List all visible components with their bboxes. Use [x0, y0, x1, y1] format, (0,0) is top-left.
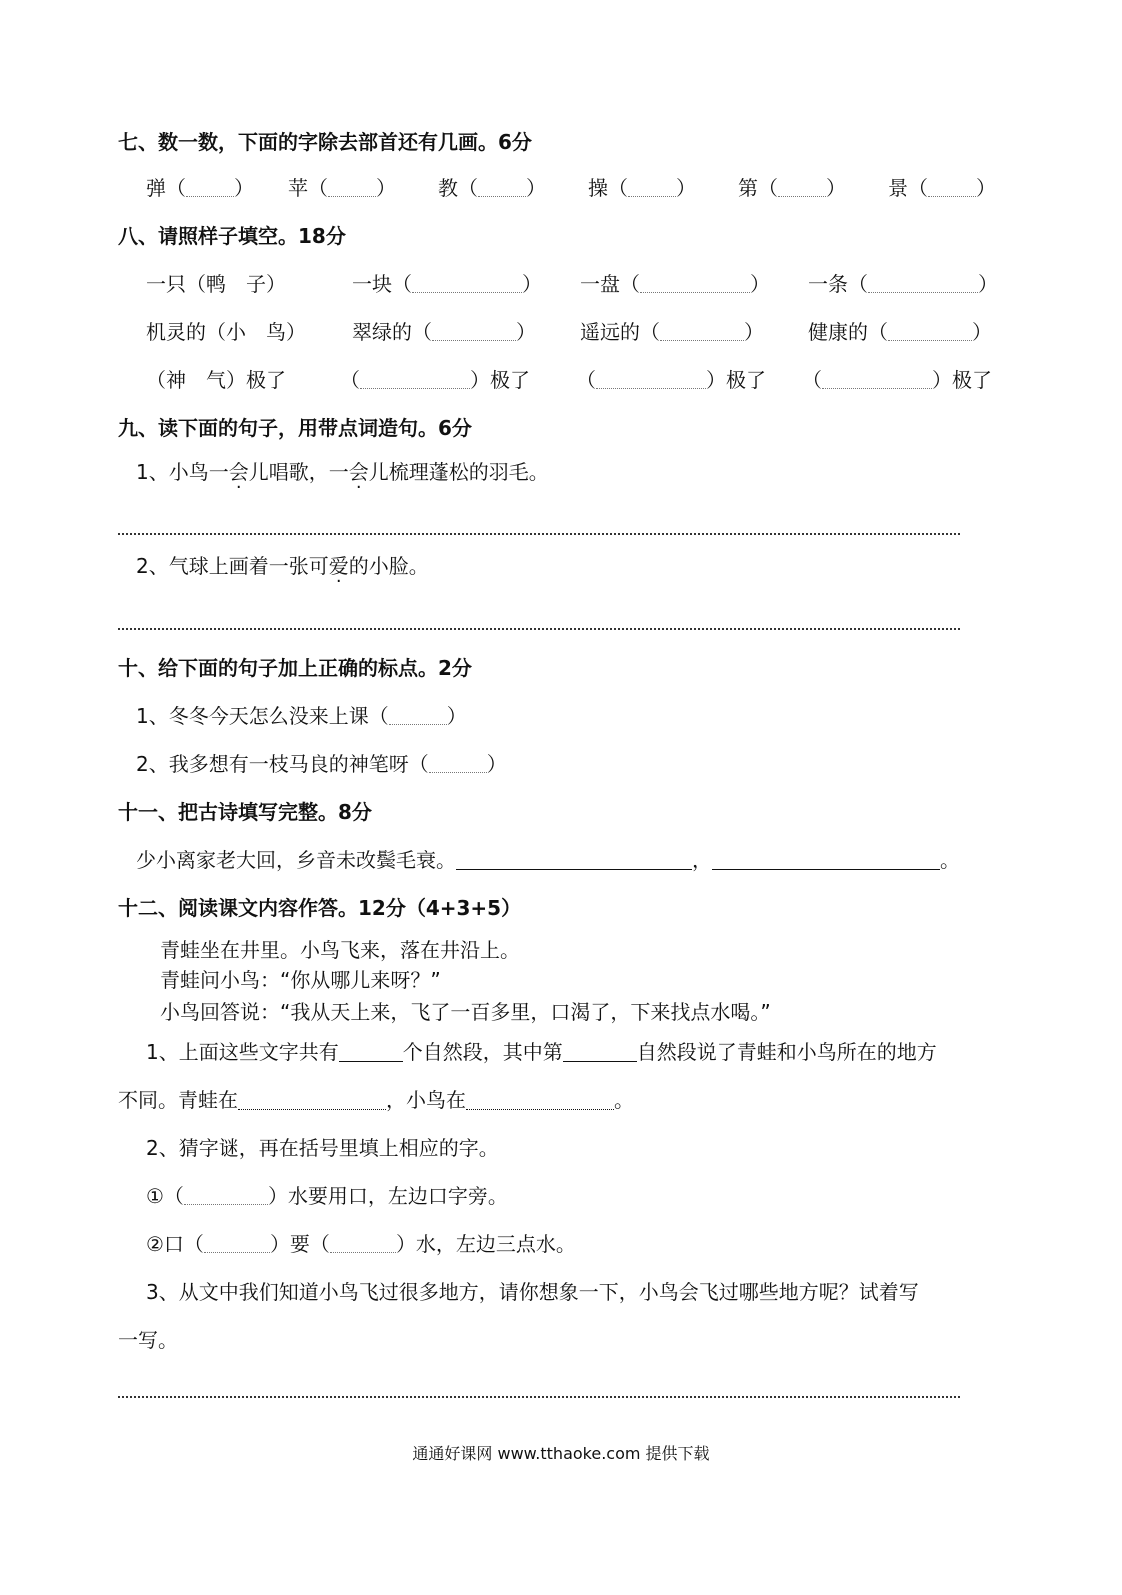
- example-extreme: （神 气）极了: [146, 368, 286, 392]
- example-measure-word: 一只（鸭 子）: [146, 272, 286, 296]
- section-8-title: 八、请照样子填空。18分: [118, 224, 346, 248]
- measure-word-blank[interactable]: 一条（ ）: [808, 272, 998, 296]
- sentence-1: 1、小鸟一会儿唱歌，一会儿梳理蓬松的羽毛。: [136, 460, 549, 484]
- passage-p3: 小鸟回答说：“我从天上来，飞了一百多里，口渴了，下来找点水喝。”: [160, 1000, 771, 1024]
- extreme-blank[interactable]: （ ）极了: [576, 368, 766, 392]
- section-9-title: 九、读下面的句子，用带点词造句。6分: [118, 416, 472, 440]
- answer-line[interactable]: [118, 628, 960, 630]
- reading-q3-line1: 3、从文中我们知道小鸟飞过很多地方，请你想象一下，小鸟会飞过哪些地方呢？试着写: [146, 1280, 919, 1304]
- section-12-title: 十二、阅读课文内容作答。12分（4+3+5）: [118, 896, 522, 920]
- reading-q3-line2: 一写。: [118, 1328, 178, 1352]
- stroke-count-item: 景（ ）: [888, 176, 996, 200]
- measure-word-blank[interactable]: 一块（ ）: [352, 272, 542, 296]
- example-adjective: 机灵的（小 鸟）: [146, 320, 306, 344]
- sentence-2: 2、气球上画着一张可爱的小脸。: [136, 554, 429, 578]
- reading-q1-line2: 不同。青蛙在 ，小鸟在 。: [118, 1088, 634, 1112]
- frog-location-blank[interactable]: [238, 1089, 386, 1110]
- adjective-blank[interactable]: 翠绿的（ ）: [352, 320, 536, 344]
- extreme-blank[interactable]: （ ）极了: [802, 368, 992, 392]
- paragraph-count-blank[interactable]: [339, 1041, 403, 1062]
- poem-line: 少小离家老大回，乡音未改鬓毛衰。 ， 。: [136, 848, 960, 872]
- answer-line[interactable]: [118, 1396, 960, 1398]
- adjective-blank[interactable]: 健康的（ ）: [808, 320, 992, 344]
- passage-p1: 青蛙坐在井里。小鸟飞来，落在井沿上。: [160, 938, 520, 962]
- footer-text: 通通好课网 www.tthaoke.com 提供下载: [412, 1444, 710, 1463]
- adjective-blank[interactable]: 遥远的（ ）: [580, 320, 764, 344]
- riddle-1: ①（ ）水要用口，左边口字旁。: [146, 1184, 508, 1208]
- char: 弹: [146, 176, 166, 200]
- section-11-title: 十一、把古诗填写完整。8分: [118, 800, 372, 824]
- section-7-title: 七、数一数，下面的字除去部首还有几画。6分: [118, 130, 532, 154]
- riddle-1-blank[interactable]: [184, 1186, 268, 1205]
- stroke-count-item: 苹（ ）: [288, 176, 396, 200]
- reading-q1-line1: 1、上面这些文字共有 个自然段，其中第 自然段说了青蛙和小鸟所在的地方: [146, 1040, 937, 1064]
- extreme-blank[interactable]: （ ）极了: [340, 368, 530, 392]
- stroke-count-item: 弹（ ）: [146, 176, 254, 200]
- char: 操: [588, 176, 608, 200]
- punctuation-q1[interactable]: 1、冬冬今天怎么没来上课（ ）: [136, 704, 467, 728]
- answer-line[interactable]: [118, 533, 960, 535]
- riddle-2: ②口（ ）要（ ）水，左边三点水。: [146, 1232, 576, 1256]
- riddle-2-blank-a[interactable]: [204, 1234, 270, 1253]
- riddle-2-blank-b[interactable]: [330, 1234, 396, 1253]
- char: 苹: [288, 176, 308, 200]
- passage-p2: 青蛙问小鸟：“你从哪儿来呀？”: [160, 968, 441, 992]
- stroke-count-item: 操（ ）: [588, 176, 696, 200]
- punctuation-q2[interactable]: 2、我多想有一枝马良的神笔呀（ ）: [136, 752, 507, 776]
- reading-q2: 2、猜字谜，再在括号里填上相应的字。: [146, 1136, 499, 1160]
- char: 景: [888, 176, 908, 200]
- poem-blank-1[interactable]: [456, 849, 692, 870]
- section-10-title: 十、给下面的句子加上正确的标点。2分: [118, 656, 472, 680]
- stroke-count-item: 第（ ）: [738, 176, 846, 200]
- char: 第: [738, 176, 758, 200]
- paragraph-number-blank[interactable]: [563, 1041, 637, 1062]
- stroke-count-item: 教（ ）: [438, 176, 546, 200]
- bird-location-blank[interactable]: [466, 1089, 614, 1110]
- poem-blank-2[interactable]: [712, 849, 940, 870]
- measure-word-blank[interactable]: 一盘（ ）: [580, 272, 770, 296]
- char: 教: [438, 176, 458, 200]
